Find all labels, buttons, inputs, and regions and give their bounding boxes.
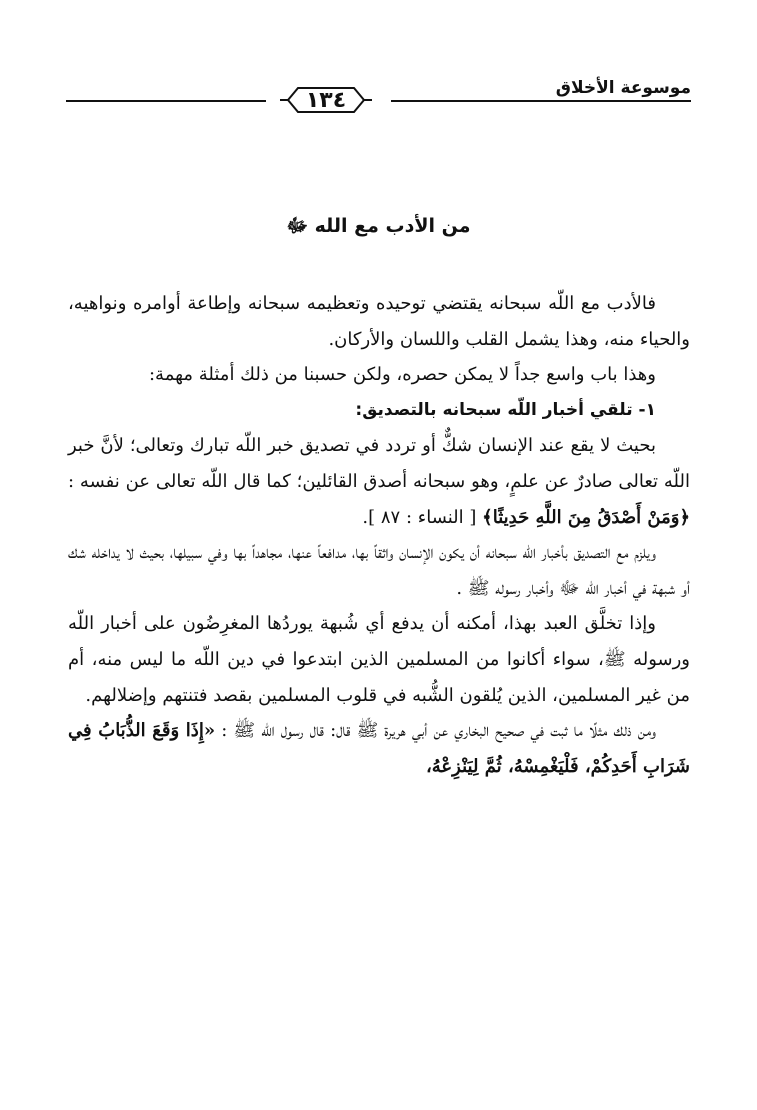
paragraph-3-intro: بحيث لا يقع عند الإنسان شكٌّ أو تردد في تصديق خبر اللّه تبارك وتعالى؛ لأنَّ خبر اللّه تعالى صادرٌ عن علمٍ، وهو سبحانه أصدق القائلين؛ كما قال اللّه تعالى عن نفسه : — [68, 435, 690, 492]
page-header — [66, 78, 691, 122]
verse-reference: [ النساء : ٨٧ ]. — [362, 506, 477, 528]
hadith-text: «إِذَا وَقَعَ الذُّبَابُ فِي شَرَابِ أَحَدِكُمْ، فَلْيَغْمِسْهُ، ثُمَّ لِيَنْزِعْهُ، — [68, 720, 690, 777]
section-heading: من الأدب مع الله ﷻ — [286, 215, 471, 237]
paragraph-3 — [68, 428, 690, 535]
header-rule-right — [391, 100, 691, 102]
paragraph-4: ويلزم مع التصديق بأخبار اللّه سبحانه أن يكون الإنسان واثقاً بها، مدافعاً عنها، مجاهداً بها وفي سبيلها، بحيث لا يداخله شك أو شبهة في أخبار اللّه ﷻ وأخبار رسوله ﷺ . — [68, 542, 690, 599]
paragraph-2: وهذا باب واسع جداً لا يمكن حصره، ولكن حسبنا من ذلك أمثلة مهمة: — [148, 364, 656, 386]
subheading-1: ١- تلقي أخبار اللّه سبحانه بالتصديق: — [355, 399, 656, 420]
paragraph-6 — [68, 713, 690, 784]
quran-verse: ﴿وَمَنْ أَصْدَقُ مِنَ اللَّهِ حَدِيثًا﴾ — [482, 506, 690, 528]
paragraph-6-intro: ومن ذلك مثلًا ما ثبت في صحيح البخاري عن أبي هريرة ﷺ قال: قال رسول اللّه ﷺ : — [221, 720, 656, 742]
paragraph-5: وإذا تخلَّق العبد بهذا، أمكنه أن يدفع أي شُبهة يوردُها المغرِضُون على أخبار اللّه ورسوله ﷺ، سواء أكانوا من المسلمين الذين ابتدعوا في دين اللّه ما ليس منه، أم من غير المسلمين، الذين يُلقون الشُّبه في قلوب المسلمين بقصد فتنتهم وإضلالهم. — [68, 613, 691, 706]
page-number: ١٣٤ — [305, 87, 347, 113]
paragraph-1: فالأدب مع اللّه سبحانه يقتضي توحيده وتعظيمه سبحانه وإطاعة أوامره ونواهيه، والحياء منه، وهذا يشمل القلب واللسان والأركان. — [68, 293, 690, 350]
body-text — [68, 286, 690, 784]
header-rule-left — [66, 100, 266, 102]
book-title: موسوعة الأخلاق — [546, 78, 691, 98]
page-number-frame — [276, 84, 376, 116]
